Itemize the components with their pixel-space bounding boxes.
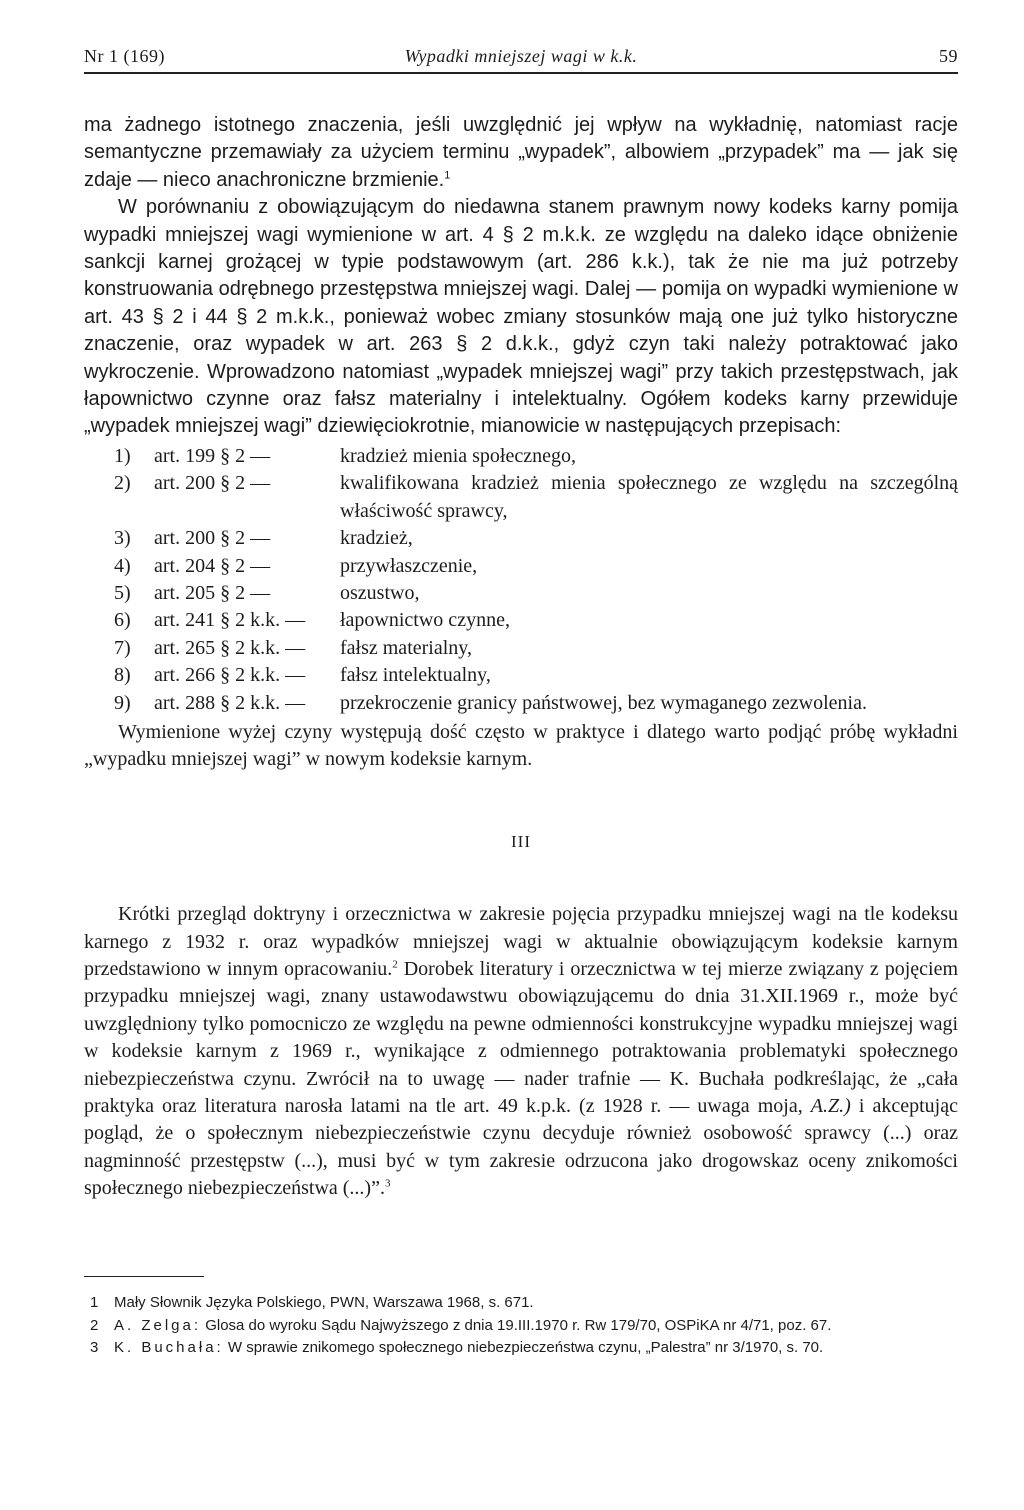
footnote-text: W sprawie znikomego społecznego niebezpieczeństwa czynu, „Palestra” nr 3/1970, s. 70.	[227, 1339, 824, 1357]
list-item-reference: art. 241 § 2 k.k. —	[154, 609, 306, 632]
list-item-description: przywłaszczenie,	[340, 554, 478, 577]
list-item-description: oszustwo,	[340, 581, 420, 604]
list-item	[84, 635, 958, 662]
paragraph-4	[84, 901, 958, 1202]
list-item-reference: art. 200 § 2 —	[154, 472, 271, 495]
list-item-number: 6)	[114, 609, 131, 632]
list-item-number: 8)	[114, 664, 131, 687]
list-item-number: 5)	[114, 581, 131, 604]
footnote-divider	[84, 1276, 204, 1277]
footnote-ref-2: 2	[392, 958, 398, 971]
list-item-reference: art. 266 § 2 k.k. —	[154, 664, 306, 687]
paragraph-4-text-a: Krótki przegląd doktryny i orzecznictwa w zakresie pojęcia przypadku mniejszej wagi na tle kodeksu karnego z 1932 r. oraz wypadków mniejszej wagi w aktualnie obowiązującym kodeksie karnym przedstawiono w innym opracowaniu.	[84, 903, 958, 980]
running-header	[84, 46, 958, 74]
list-item-number: 4)	[114, 554, 131, 577]
list-item-number: 2)	[114, 472, 131, 495]
footnote-mark: 3	[90, 1339, 99, 1357]
list-item-description: łapownictwo czynne,	[340, 609, 510, 632]
list-item-reference: art. 265 § 2 k.k. —	[154, 636, 306, 659]
paragraph-1-text: ma żadnego istotnego znaczenia, jeśli uwzględnić jej wpływ na wykładnię, natomiast racje semantyczne przemawiały za użyciem terminu „wypadek”, albowiem „przypadek” ma — jak się zdaje — nieco anachroniczne brzmienie.	[84, 114, 958, 191]
list-item-description: kradzież mienia społecznego,	[340, 444, 576, 467]
list-item-reference: art. 200 § 2 —	[154, 527, 271, 550]
list-item	[84, 607, 958, 634]
author-initials: A.Z.)	[810, 1095, 851, 1117]
footnote	[84, 1315, 958, 1338]
list-item-reference: art. 205 § 2 —	[154, 581, 271, 604]
page-number: 59	[939, 46, 958, 66]
list-item-reference: art. 288 § 2 k.k. —	[154, 691, 306, 714]
paragraph-4-text-b: Dorobek literatury i orzecznictwa w tej mierze związany z pojęciem przypadku mniejszej wagi, znany ustawodawstwu obowiązującemu do dnia 31.XII.1969 r., może być uwzględniony tylko pomocniczo ze względu na pewne odmienności konstrukcyjne wypadku mniejszej wagi w kodeksie karnym z 1969 r., wynikające z odmiennego potraktowania problematyki społecznego niebezpieczeństwa czynu. Zwrócił na to uwagę — nader trafnie — K. Buchała podkreślając, że „cała praktyka oraz literatura narosła latami na tle art. 49 k.p.k. (z 1928 r. — uwaga moja,	[84, 957, 959, 1117]
paragraph-2: W porównaniu z obowiązującym do niedawna stanem prawnym nowy kodeks karny pomija wypadki mniejszej wagi wymienione w art. 4 § 2 m.k.k. ze względu na daleko idące obniżenie sankcji karnej grożącej w typie podstawowym (art. 286 k.k.), tak że nie ma już potrzeby konstruowania odrębnego przestępstwa mniejszej wagi. Dalej — pomija on wypadki wymienione w art. 43 § 2 i 44 § 2 m.k.k., ponieważ wobec zmiany stosunków mają one już tylko historyczne znaczenie, oraz wypadek w art. 263 § 2 d.k.k., gdyż czyn taki należy potraktować jako wykroczenie. Wprowadzono natomiast „wypadek mniejszej wagi” przy takich przestępstwach, jak łapownictwo czynne oraz fałsz materialny i intelektualny. Ogółem kodeks karny przewiduje „wypadek mniejszej wagi” dziewięciokrotnie, mianowicie w następujących przepisach:	[84, 196, 958, 438]
issue-number: Nr 1 (169)	[84, 46, 165, 66]
footnote	[84, 1337, 958, 1360]
list-item-reference: art. 199 § 2 —	[154, 444, 271, 467]
list-item-number: 9)	[114, 691, 131, 714]
footnote-author: A. Zelga:	[114, 1316, 202, 1334]
list-item-number: 1)	[114, 444, 131, 467]
article-body	[84, 112, 958, 1203]
list-item-description: fałsz materialny,	[340, 636, 472, 659]
footnote	[84, 1292, 958, 1315]
footnote-mark: 2	[90, 1316, 99, 1334]
article-list	[84, 443, 958, 717]
list-item-description: kwalifikowana kradzież mienia społecznego ze względu na szczególną właściwość sprawcy,	[340, 472, 958, 522]
paragraph-4-text-c: i akceptując pogląd, że o społecznym niebezpieczeństwie czynu decyduje również osobowość sprawcy (...) oraz nagminność przestępstw (...), musi być w tym zakresie odrzucona jako drogowskaz oceny znikomości społecznego niebezpieczeństwa (...)”.	[84, 1095, 958, 1200]
list-item-reference: art. 204 § 2 —	[154, 554, 271, 577]
list-item-description: fałsz intelektualny,	[340, 664, 491, 687]
list-item-number: 3)	[114, 527, 131, 550]
list-item	[84, 662, 958, 689]
footnote-text: Glosa do wyroku Sądu Najwyższego z dnia 19.III.1970 r. Rw 179/70, OSPiKA nr 4/71, poz. 67.	[205, 1316, 832, 1334]
list-item-description: kradzież,	[340, 527, 413, 550]
footnote-ref-3: 3	[384, 1177, 391, 1190]
list-item	[84, 580, 958, 607]
list-item	[84, 690, 958, 717]
footnote-author: K. Buchała:	[114, 1339, 224, 1357]
paragraph-1	[84, 112, 958, 194]
footnote-ref-1: 1	[444, 169, 451, 182]
list-item	[84, 553, 958, 580]
list-item	[84, 443, 958, 470]
list-item-description: przekroczenie granicy państwowej, bez wymaganego zezwolenia.	[340, 691, 867, 714]
list-item-number: 7)	[114, 636, 131, 659]
running-title: Wypadki mniejszej wagi w k.k.	[404, 46, 638, 66]
footnote-text: Mały Słownik Języka Polskiego, PWN, Warszawa 1968, s. 671.	[114, 1294, 534, 1311]
list-item	[84, 525, 958, 552]
footnotes	[84, 1292, 958, 1360]
footnote-mark: 1	[90, 1294, 99, 1311]
paragraph-3: Wymienione wyżej czyny występują dość często w praktyce i dlatego warto podjąć próbę wykładni „wypadku mniejszej wagi” w nowym kodeksie karnym.	[84, 720, 958, 771]
list-item	[84, 470, 958, 525]
section-number: III	[511, 831, 531, 851]
